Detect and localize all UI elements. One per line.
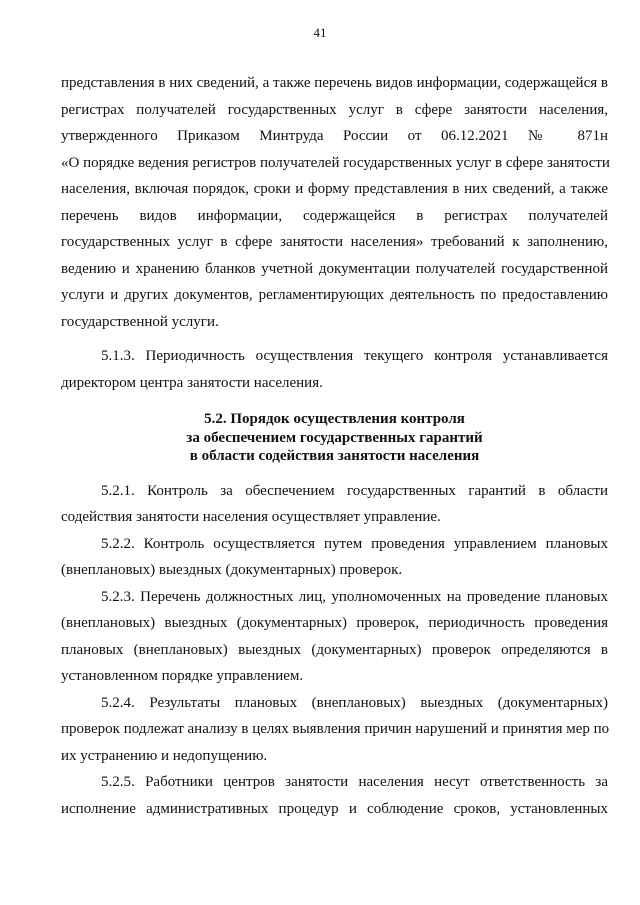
document-body bbox=[61, 70, 608, 822]
paragraph-5-2-4 bbox=[61, 690, 608, 770]
text-line: 5.2.3. Перечень должностных лиц, уполномоченных на проведение плановых bbox=[101, 588, 608, 605]
text-line: 5.2.4. Результаты плановых (внеплановых) выездных (документарных) bbox=[101, 694, 608, 711]
text-line: содействия занятости населения осуществляет управление. bbox=[61, 509, 441, 525]
text-line: их устранению и недопущению. bbox=[61, 747, 268, 764]
text-line: 5.2.2. Контроль осуществляется путем проведения управлением плановых bbox=[101, 535, 608, 552]
text-line: представления в них сведений, а также перечень видов информации, содержащейся в bbox=[61, 75, 608, 91]
paragraph-5-2-3 bbox=[61, 584, 608, 690]
text-line: государственных услуг в сфере занятости населения» требований к заполнению, bbox=[61, 234, 608, 250]
heading-line: 5.2. Порядок осуществления контроля bbox=[204, 411, 465, 427]
text-line: 5.1.3. Периодичность осуществления текущего контроля устанавливается bbox=[101, 348, 608, 364]
page-number: 41 bbox=[313, 25, 327, 40]
text-line: 5.2.5. Работники центров занятости населения несут ответственность за bbox=[101, 774, 608, 790]
text-line: утвержденного Приказом Минтруда России от 06.12.2021 № 871н bbox=[61, 128, 608, 144]
text-line: «О порядке ведения регистров получателей государственных услуг в сфере занятости bbox=[61, 154, 610, 171]
text-line: установленном порядке управлением. bbox=[61, 668, 304, 684]
text-line: населения, включая порядок, сроки и форму представления в них сведений, а также bbox=[61, 181, 608, 197]
text-line: государственной услуги. bbox=[61, 313, 219, 330]
paragraph-5-1-3 bbox=[61, 343, 608, 396]
paragraph-5-2-2 bbox=[61, 531, 608, 584]
paragraph-5-2-1 bbox=[61, 478, 608, 531]
section-heading-5-2 bbox=[61, 410, 608, 466]
heading-line: в области содействия занятости населения bbox=[189, 448, 480, 464]
paragraph-spacer bbox=[61, 335, 608, 343]
paragraph-intro-continuation bbox=[61, 70, 608, 335]
text-line: перечень видов информации, содержащейся в регистрах получателей bbox=[61, 207, 608, 224]
text-line: (внеплановых) выездных (документарных) проверок, периодичность проведения bbox=[61, 615, 608, 631]
paragraph-5-2-5 bbox=[61, 769, 608, 822]
text-line: ведению и хранению бланков учетной документации получателей государственной bbox=[61, 260, 608, 277]
heading-line: за обеспечением государственных гарантий bbox=[186, 429, 483, 446]
text-line: плановых (внеплановых) выездных (документарных) проверок определяются в bbox=[61, 641, 608, 658]
text-line: проверок подлежат анализу в целях выявления причин нарушений и принятия мер по bbox=[61, 721, 610, 737]
text-line: регистрах получателей государственных услуг в сфере занятости населения, bbox=[61, 101, 608, 118]
text-line: 5.2.1. Контроль за обеспечением государственных гарантий в области bbox=[101, 482, 608, 499]
text-line: директором центра занятости населения. bbox=[61, 374, 323, 391]
text-line: услуги и других документов, регламентирующих деятельность по предоставлению bbox=[61, 287, 608, 303]
text-line: (внеплановых) выездных (документарных) проверок. bbox=[61, 562, 403, 578]
text-line: исполнение административных процедур и соблюдение сроков, установленных bbox=[61, 800, 608, 817]
